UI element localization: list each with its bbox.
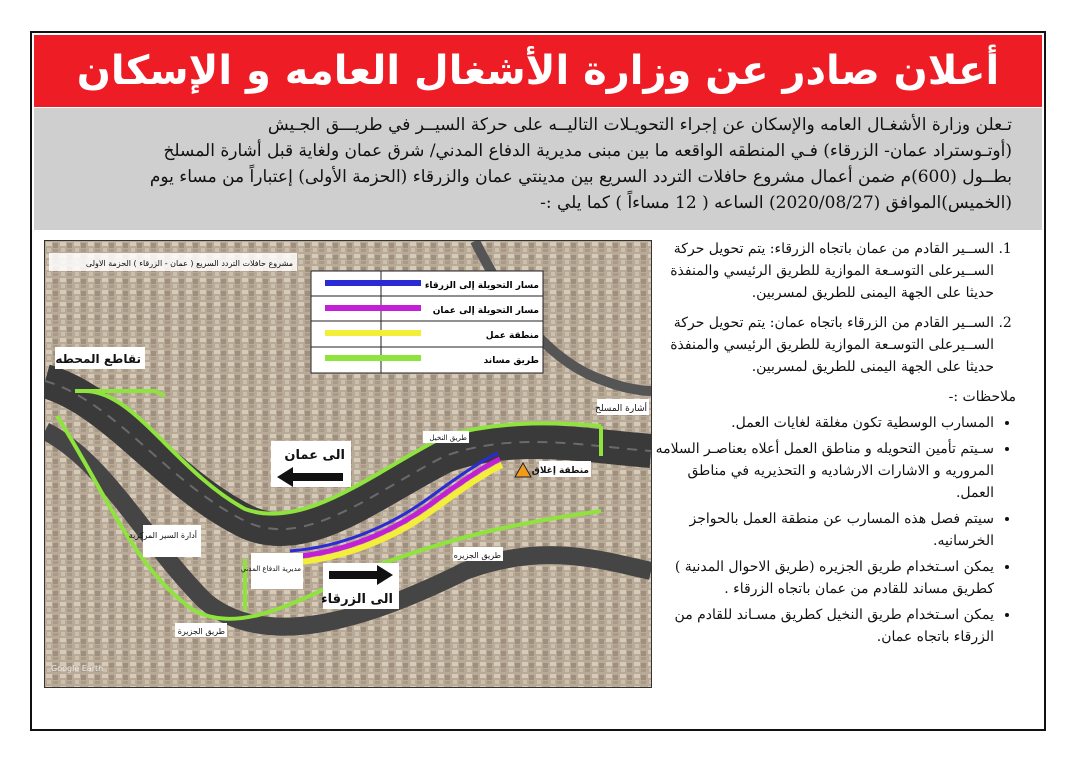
legend-label: مسار التحويلة إلى عمان [432, 306, 539, 316]
notes-list [654, 412, 1016, 648]
label-civil-defense: مديرية الدفاع المدني [240, 565, 301, 573]
list-item: • يمكن اسـتخدام طريق النخيل كطريق مسـاند للقادم من الزرقاء باتجاه عمان. [654, 604, 994, 648]
list-item: 1. الســير القادم من عمان باتجاه الزرقاء: يتم تحويل حركة الســيرعلى التوسـعة الموازية للطريق الرئيسي والمنفذة حديثا على الجهة اليمنى للطريق لمسربين. [654, 238, 994, 304]
legend [311, 271, 543, 373]
arrow-to-amman [271, 441, 351, 487]
intro-line: (أوتـوستراد عمان- الزرقاء) فـي المنطقه الواقعه ما بين مبنى مديرية الدفاع المدني/ شرق عمان ولغاية قبل أشارة المسلخ [163, 141, 1012, 161]
list-item: • سيتم فصل هذه المسارب عن منطقة العمل بالحواجز الخرسانيه. [654, 508, 994, 552]
notes-title: ملاحظات :- [948, 389, 1016, 405]
label-to-amman: الى عمان [284, 448, 345, 463]
title-banner [34, 35, 1042, 107]
label-jazeera: طريق الجزيرة [177, 627, 225, 636]
list-item: • يمكن اسـتخدام طريق الجزيره (طريق الاحوال المدنية ) كطريق مساند للقادم من عمان باتجاه الزرقاء . [654, 556, 994, 600]
intro-line: تـعلن وزارة الأشغـال العامه والإسكان عن إجراء التحويـلات التاليــه على حركة السيــر في طريـــق الجـيش [267, 115, 1012, 135]
label-mahatta: تقاطع المحطه [55, 352, 141, 366]
label-maslakh: أشارة المسلخ [595, 404, 647, 414]
label-nakheel: طريق النخيل [429, 434, 467, 442]
google-watermark: Google Earth [51, 664, 104, 673]
legend-label: مسار التحويلة إلى الزرقاء [424, 281, 539, 291]
legend-swatch-amman [325, 305, 421, 311]
instructions-panel [654, 238, 1016, 718]
label-traffic-admin: أدارة السير المركزية [128, 531, 197, 540]
legend-swatch-support [325, 355, 421, 361]
label-closure: منطقة إغلاق [531, 466, 589, 476]
list-item: • المسارب الوسطية تكون مغلقة لغايات العمل. [654, 412, 994, 434]
label-jazeera: طريق الجزيره [453, 551, 501, 560]
intro-line: (الخميس)الموافق (2020/08/27) الساعه ( 12 مساءاً ) كما يلي :- [540, 193, 1012, 213]
label-to-zarqa: الى الزرقاء [321, 592, 393, 607]
intro-box [34, 108, 1042, 230]
list-item: • سـيتم تأمين التحويله و مناطق العمل أعلاه بعناصـر السلامه المروريه و الاشارات الارشاديه و التحذيريه في مناطق العمل. [654, 438, 994, 504]
page-title: أعلان صادر عن وزارة الأشغال العامه و الإسكان [76, 48, 1000, 94]
satellite-map [44, 240, 652, 688]
legend-swatch-zarqa [325, 280, 421, 286]
diversion-list [654, 238, 1016, 378]
intro-line: بطــول (600)م ضمن أعمال مشروع حافلات التردد السريع بين مدينتي عمان والزرقاء (الحزمة الأولى) إعتباراً من مساء يوم [149, 167, 1012, 187]
label-bg [143, 525, 201, 557]
legend-label: منطقة عمل [485, 331, 539, 341]
arrow-to-zarqa [321, 563, 399, 609]
map-header: مشروع حافلات التردد السريع ( عمان - الزرقاء ) الحزمة الاولى [85, 259, 293, 268]
legend-label: طريق مساند [483, 356, 539, 366]
list-item: 2. الســير القادم من الزرقاء باتجاه عمان: يتم تحويل حركة الســيرعلى التوسـعة الموازية للطريق الرئيسي والمنفذة حديثا على الجهة اليمنى للطريق لمسربين. [654, 312, 994, 378]
legend-swatch-work [325, 330, 421, 336]
